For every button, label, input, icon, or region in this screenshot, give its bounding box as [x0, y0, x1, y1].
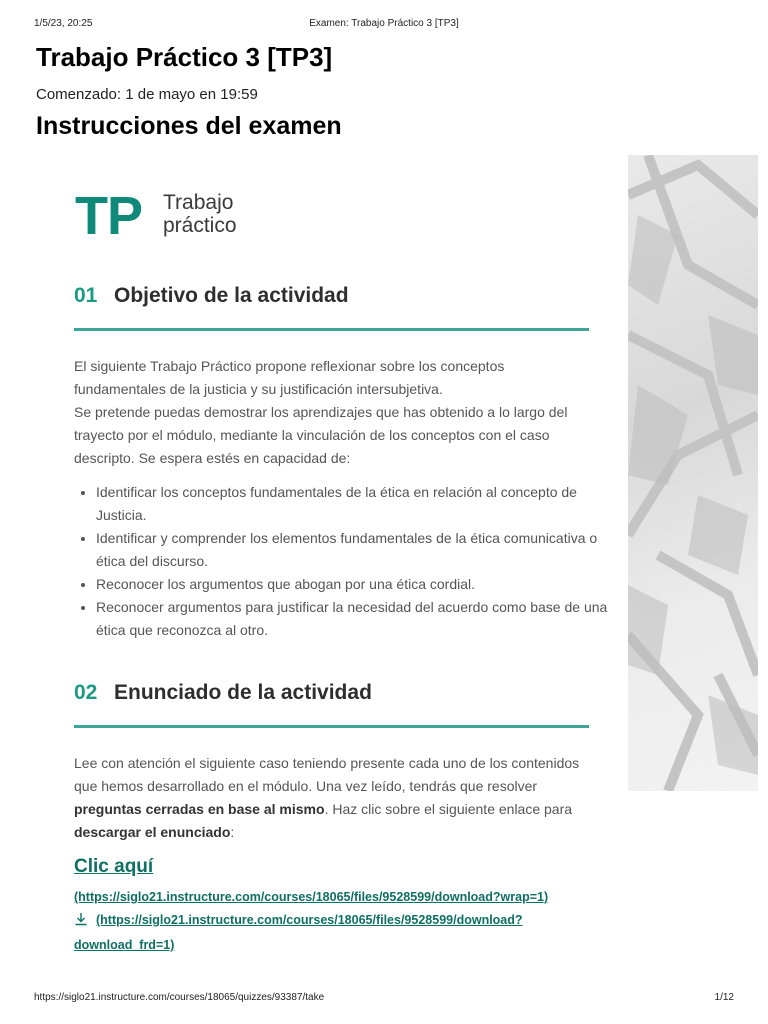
download-wrap-link[interactable]: (https://siglo21.instructure.com/courses/18065/files/9528599/download?wrap=1) [74, 890, 549, 904]
statement-bold-text: preguntas cerradas en base al mismo [74, 801, 325, 817]
objective-paragraph-1: El siguiente Trabajo Práctico propone reflexionar sobre los conceptos fundamentales de la justicia y su justificación intersubjetiva. [74, 358, 505, 397]
print-header [34, 18, 734, 32]
decorative-architecture-image [628, 155, 758, 791]
tp-logo-word-line2: práctico [163, 214, 237, 237]
section-title: Enunciado de la actividad [114, 681, 372, 704]
list-item: • Identificar los conceptos fundamentales de la ética en relación al concepto de Justicia. [96, 481, 616, 527]
section-number: 01 [74, 284, 98, 307]
print-url: https://siglo21.instructure.com/courses/18065/quizzes/93387/take [34, 992, 325, 1003]
tp-logo-mark: TP [75, 186, 143, 246]
statement-paragraph [74, 752, 594, 844]
download-frd-link[interactable] [74, 909, 594, 957]
print-page-number: 1/12 [714, 992, 734, 1003]
list-item: • Reconocer los argumentos que abogan por una ética cordial. [96, 573, 616, 596]
statement-text: Lee con atención el siguiente caso teniendo presente cada uno de los contenidos que hemos desarrollado en el módulo. Una vez leído, tendrás que resolver [74, 755, 580, 794]
section-objective-header [74, 284, 589, 332]
objective-list [74, 481, 616, 642]
list-item: • Identificar y comprender los elementos fundamentales de la ética comunicativa o ética del discurso. [96, 527, 616, 573]
quiz-title: Trabajo Práctico 3 [TP3] [36, 42, 333, 72]
download-frd-url-part2: download_frd=1) [74, 938, 175, 952]
statement-bold-text: descargar el enunciado [74, 824, 231, 840]
instructions-heading: Instrucciones del examen [36, 112, 342, 140]
print-footer [34, 992, 734, 1006]
started-timestamp: Comenzado: 1 de mayo en 19:59 [36, 86, 258, 103]
section-statement-header [74, 681, 589, 729]
section-number: 02 [74, 681, 98, 704]
architecture-pattern-graphic [628, 155, 758, 791]
tp-logo-word [163, 191, 237, 237]
section-divider [74, 328, 589, 331]
section-title: Objetivo de la actividad [114, 284, 349, 307]
statement-text: . Haz clic sobre el siguiente enlace para [324, 801, 573, 817]
print-datetime: 1/5/23, 20:25 [34, 18, 93, 29]
tp-logo-word-line1: Trabajo [163, 191, 234, 214]
download-frd-url-part1: (https://siglo21.instructure.com/courses/18065/files/9528599/download? [96, 913, 523, 927]
download-link-clic-aqui[interactable]: Clic aquí [74, 856, 154, 877]
list-item: • Reconocer argumentos para justificar la necesidad del acuerdo como base de una ética que reconozca al otro. [96, 596, 616, 642]
statement-text: : [230, 824, 235, 840]
section-divider [74, 725, 589, 728]
objective-paragraph-2: Se pretende puedas demostrar los aprendizajes que has obtenido a lo largo del trayecto por el módulo, mediante la vinculación de los conceptos con el caso descripto. Se espera estés en capacidad de: [74, 404, 568, 466]
print-document-title: Examen: Trabajo Práctico 3 [TP3] [309, 18, 459, 29]
download-icon [74, 911, 90, 934]
